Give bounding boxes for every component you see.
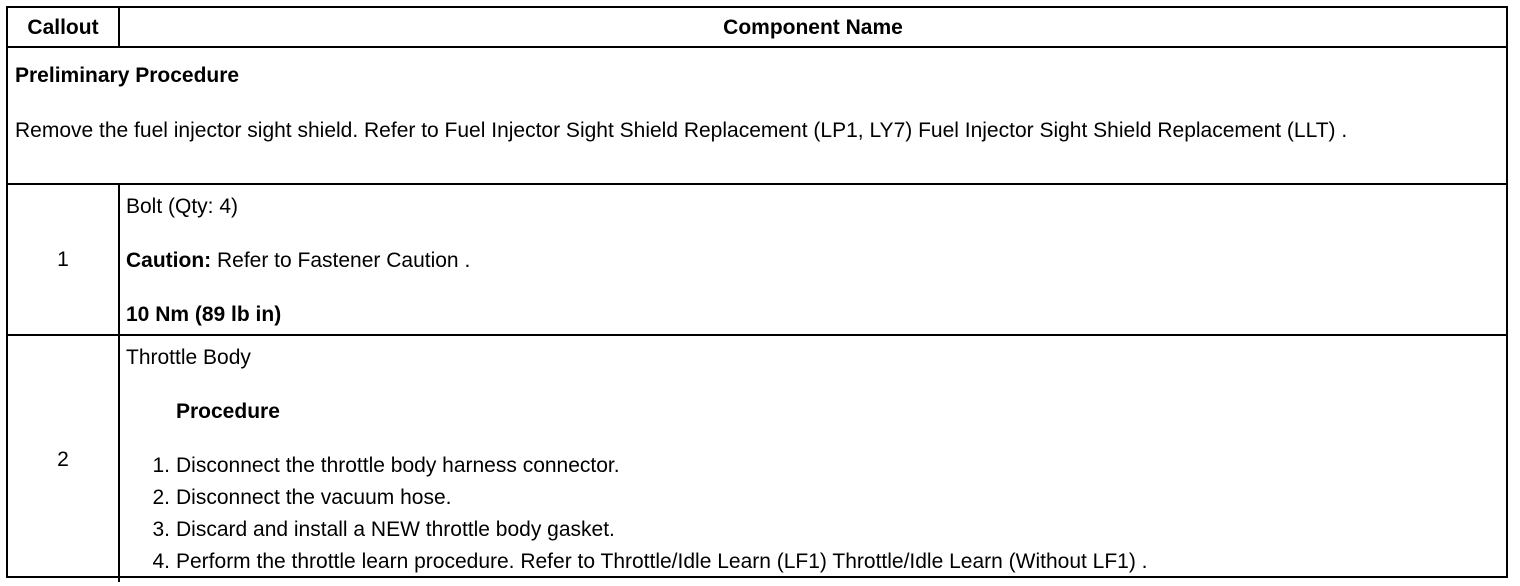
caution-text: Refer to Fastener Caution . (211, 249, 471, 272)
step-text: Discard and install a NEW throttle body gasket. (176, 518, 615, 541)
step-number: 2. (152, 486, 170, 509)
step-text: Perform the throttle learn procedure. Refer to Throttle/Idle Learn (LF1) Throttle/Idle Learn (Without LF1) . (176, 550, 1148, 573)
component-cell (119, 184, 1506, 335)
procedure-steps (126, 450, 1500, 578)
table-row (8, 184, 1506, 335)
caution-note (126, 245, 1500, 276)
component-cell (119, 335, 1506, 582)
step-text: Disconnect the vacuum hose. (176, 486, 452, 509)
step-number: 3. (152, 518, 170, 541)
list-item (152, 546, 1500, 578)
step-text: Disconnect the throttle body harness connector. (176, 454, 620, 477)
components-table (8, 8, 1506, 582)
component-name: Bolt (Qty: 4) (126, 195, 239, 218)
preliminary-text: Remove the fuel injector sight shield. Refer to Fuel Injector Sight Shield Replacement (LP1, LY7) Fuel Injector Sight Shield Replacement (LLT) . (15, 119, 1348, 142)
torque-spec: 10 Nm (89 lb in) (126, 303, 282, 326)
preliminary-row (8, 47, 1506, 184)
preliminary-cell (8, 47, 1506, 184)
component-name: Throttle Body (126, 346, 251, 369)
caution-label: Caution: (126, 249, 212, 272)
list-item (152, 482, 1500, 514)
step-number: 4. (152, 550, 170, 573)
list-item (152, 450, 1500, 482)
preliminary-title: Preliminary Procedure (15, 64, 240, 87)
step-number: 1. (152, 454, 170, 477)
component-name-column-header: Component Name (119, 8, 1506, 47)
callout-number: 2 (8, 335, 119, 582)
list-item (152, 514, 1500, 546)
table-row (8, 335, 1506, 582)
table-header-row (8, 8, 1506, 47)
service-table-container (6, 6, 1508, 578)
callout-column-header: Callout (8, 8, 119, 47)
procedure-heading: Procedure (176, 400, 280, 423)
callout-number: 1 (8, 184, 119, 335)
